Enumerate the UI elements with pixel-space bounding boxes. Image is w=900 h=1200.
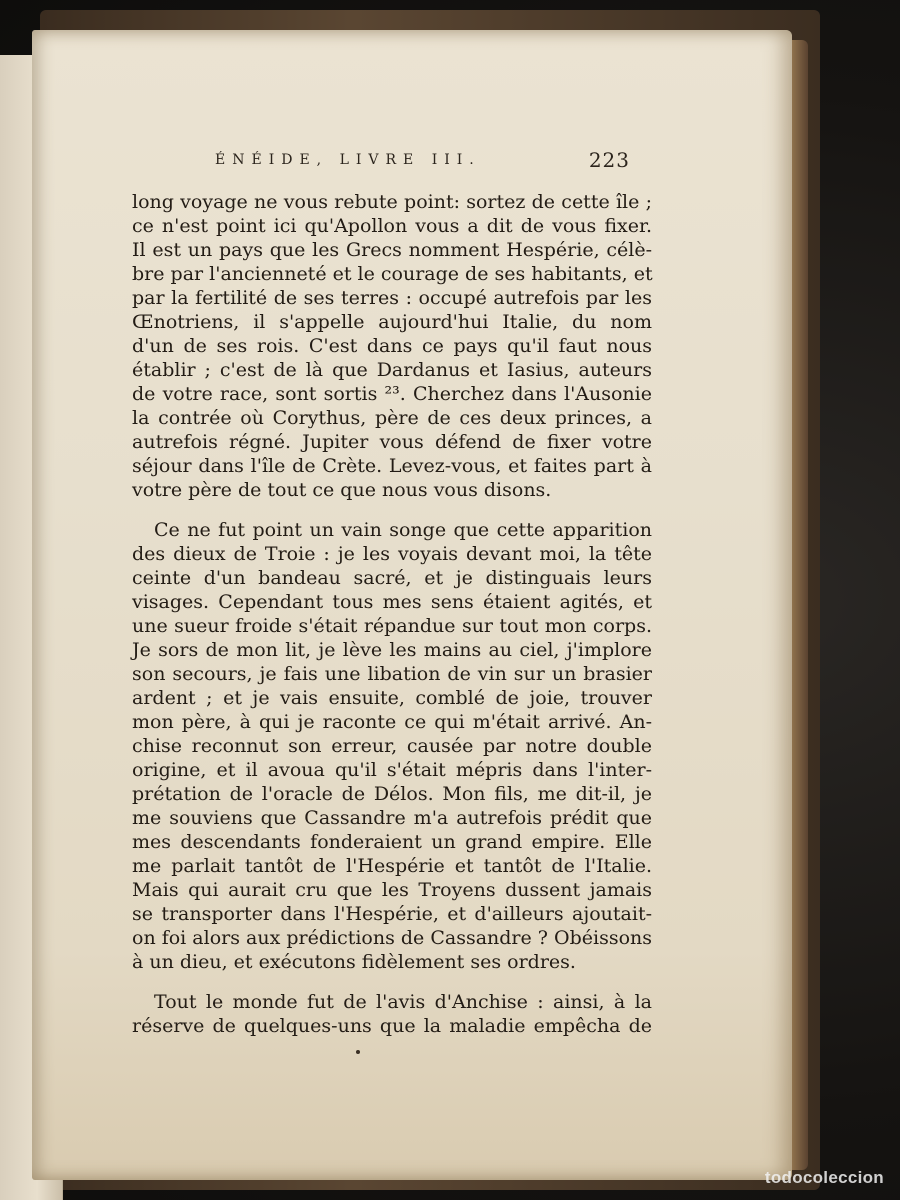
text-line: se transporter dans l'Hespérie, et d'ailleurs ajoutait- <box>132 903 652 925</box>
text-line: mes descendants fonderaient un grand empire. Elle <box>132 831 652 853</box>
text-line: long voyage ne vous rebute point: sortez de cette île ; <box>132 191 652 213</box>
text-line: par la fertilité de ses terres : occupé autrefois par les <box>132 287 652 309</box>
text-line: d'un de ses rois. C'est dans ce pays qu'il faut nous <box>132 335 652 357</box>
page-header <box>215 148 630 176</box>
page-number: 223 <box>588 148 630 172</box>
text-line: réserve de quelques-uns que la maladie empêcha de <box>132 1015 652 1037</box>
text-line: une sueur froide s'était répandue sur tout mon corps. <box>132 615 652 637</box>
text-line: des dieux de Troie : je les voyais devant moi, la tête <box>132 543 652 565</box>
text-line: Je sors de mon lit, je lève les mains au ciel, j'implore <box>132 639 652 661</box>
text-line: visages. Cependant tous mes sens étaient agités, et <box>132 591 652 613</box>
text-line: Tout le monde fut de l'avis d'Anchise : ainsi, à la <box>154 991 652 1013</box>
text-line: Ce ne fut point un vain songe que cette apparition <box>154 519 652 541</box>
text-line: me souviens que Cassandre m'a autrefois prédit que <box>132 807 652 829</box>
paragraph-gap <box>132 502 652 518</box>
body-text <box>132 190 652 1038</box>
paragraph-gap <box>132 974 652 990</box>
text-line: prétation de l'oracle de Délos. Mon fils, me dit-il, je <box>132 783 652 805</box>
running-head: ÉNÉIDE, LIVRE III. <box>215 152 481 168</box>
text-line: me parlait tantôt de l'Hespérie et tantôt de l'Italie. <box>132 855 652 877</box>
text-line: Œnotriens, il s'appelle aujourd'hui Italie, du nom <box>132 311 652 333</box>
text-line: origine, et il avoua qu'il s'était mépris dans l'inter- <box>132 759 652 781</box>
text-line: bre par l'ancienneté et le courage de ses habitants, et <box>132 263 653 285</box>
text-line: chise reconnut son erreur, causée par notre double <box>132 735 652 757</box>
text-line: votre père de tout ce que nous vous disons. <box>132 479 552 501</box>
text-line: établir ; c'est de là que Dardanus et Iasius, auteurs <box>132 359 652 381</box>
text-line: mon père, à qui je raconte ce qui m'était arrivé. An- <box>132 711 652 733</box>
text-line: ce n'est point ici qu'Apollon vous a dit de vous fixer. <box>132 215 652 237</box>
text-line: Mais qui aurait cru que les Troyens dussent jamais <box>132 879 652 901</box>
text-line: autrefois régné. Jupiter vous défend de fixer votre <box>132 431 652 453</box>
text-line: séjour dans l'île de Crète. Levez-vous, et faites part à <box>132 455 652 477</box>
ink-speck <box>356 1050 360 1054</box>
watermark: todocoleccion <box>764 1168 884 1187</box>
text-line: son secours, je fais une libation de vin sur un brasier <box>132 663 652 685</box>
text-line: Il est un pays que les Grecs nomment Hespérie, célè- <box>132 239 652 261</box>
text-line: ardent ; et je vais ensuite, comblé de joie, trouver <box>132 687 652 709</box>
text-line: à un dieu, et exécutons fidèlement ses ordres. <box>132 951 576 973</box>
text-line: la contrée où Corythus, père de ces deux princes, a <box>132 407 652 429</box>
text-line: ceinte d'un bandeau sacré, et je distinguais leurs <box>132 567 652 589</box>
text-line: de votre race, sont sortis ²³. Cherchez dans l'Ausonie <box>132 383 652 405</box>
text-line: on foi alors aux prédictions de Cassandre ? Obéissons <box>132 927 653 949</box>
